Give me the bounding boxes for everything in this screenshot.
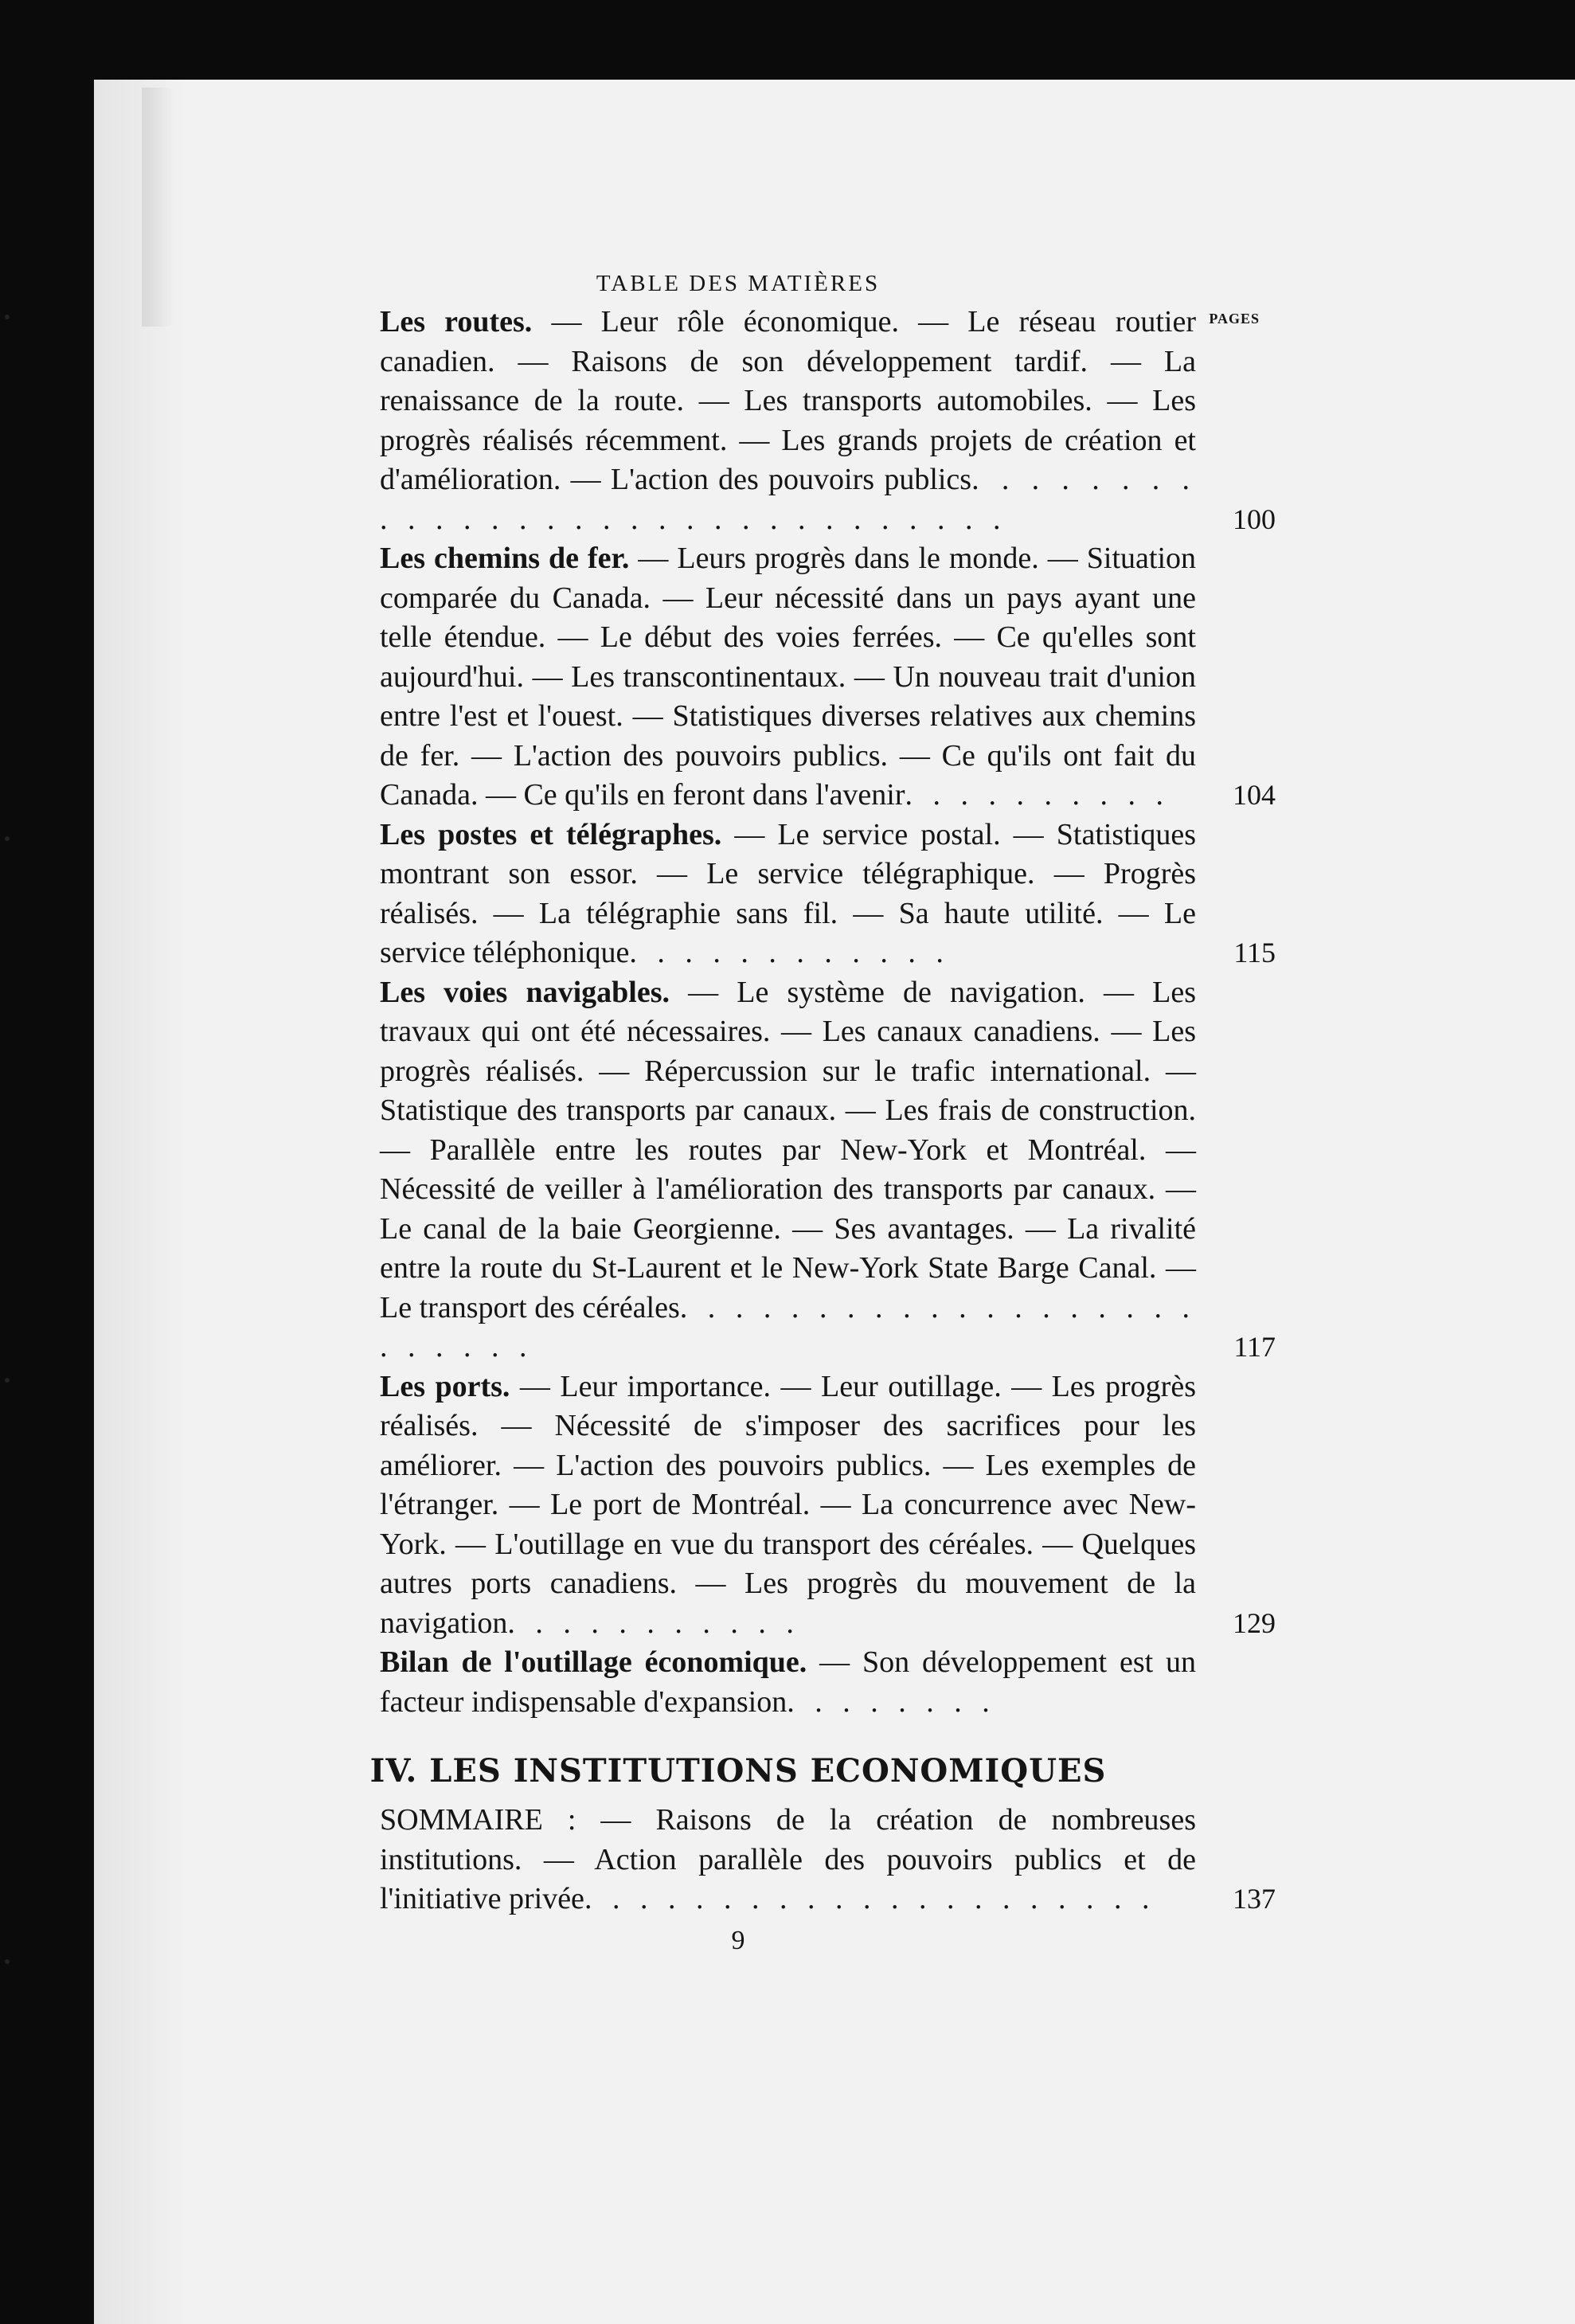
- folio-page-number: 9: [731, 1925, 745, 1955]
- entry-title: Les postes et télégraphes.: [380, 817, 722, 851]
- entry-text: — Le service postal. — Statistiques montrant son essor. — Le service télégraphique. — Progrès réalisés. — La télégraphie sans fil. — Sa haute utilité. — Le service téléphonique: [380, 817, 1196, 969]
- entry-title: Les voies navigables.: [380, 975, 670, 1009]
- toc-entry: [280, 816, 1276, 973]
- page-number: 117: [1233, 1331, 1276, 1363]
- dot-leader: . . . . . . . . . . . . . . . . . . . . . . . . . . . . . . .: [380, 463, 1197, 536]
- dot-leader: . . . . . . . . . . .: [507, 1606, 800, 1640]
- section-summary: [280, 1801, 1276, 1919]
- entry-title: Les ports.: [380, 1369, 510, 1403]
- scan-artifact: [5, 1959, 10, 1964]
- dot-leader: . . . . . . . . . .: [905, 778, 1171, 812]
- page-number: 100: [1233, 503, 1276, 535]
- entry-title: Bilan de l'outillage économique.: [380, 1645, 807, 1679]
- page-number: 104: [1233, 779, 1276, 811]
- dot-leader: . . . . . . . . . . . . . . . . . . . . . . . . .: [380, 1290, 1196, 1363]
- entry-title: Les routes.: [380, 305, 533, 338]
- entry-text: — Leur importance. — Leur outillage. — Les progrès réalisés. — Nécessité de s'imposer des sacrifices pour les améliorer. — L'action des pouvoirs publics. — Les exemples de l'étranger. — Le port de Montréal. — La concurrence avec New-York. — L'outillage en vue du transport des céréales. — Quelques autres ports canadiens. — Les progrès du mouvement de la navigation: [380, 1369, 1196, 1640]
- table-of-contents: [280, 271, 1276, 1956]
- entry-title: Les chemins de fer.: [380, 542, 630, 575]
- running-head: TABLE DES MATIÈRES: [596, 271, 881, 296]
- scan-artifact: [5, 836, 10, 841]
- entry-text: — Le système de navigation. — Les travaux qui ont été nécessaires. — Les canaux canadiens. — Les progrès réalisés. — Répercussion sur le trafic international. — Statistique des transports par canaux. — Les frais de construction. — Parallèle entre les routes par New-York et Montréal. — Nécessité de veiller à l'amélioration des transports par canaux. — Le canal de la baie Georgienne. — Ses avantages. — La rivalité entre la route du St-Laurent et le New-York State Barge Canal. — Le transport des céréales: [380, 975, 1197, 1324]
- page-number: 129: [1233, 1606, 1276, 1639]
- toc-entry: [280, 1643, 1196, 1722]
- dot-leader: . . . . . . . .: [787, 1684, 996, 1719]
- page-gutter: [94, 80, 188, 2324]
- scan-artifact: [5, 1378, 10, 1383]
- entry-text: — Leurs progrès dans le monde. — Situation comparée du Canada. — Leur nécessité dans un pays ayant une telle étendue. — Le début des voies ferrées. — Ce qu'elles sont aujourd'hui. — Les transcontinentaux. — Un nouveau trait d'union entre l'est et l'ouest. — Statistiques diverses relatives aux chemins de fer. — L'action des pouvoirs publics. — Ce qu'ils ont fait du Canada. — Ce qu'ils en feront dans l'avenir: [380, 542, 1196, 812]
- entry-text: — Son développement est un facteur indispensable d'expansion: [380, 1645, 1197, 1719]
- binding-shadow: [142, 88, 174, 327]
- page-number: 115: [1233, 937, 1276, 968]
- toc-entry: [280, 973, 1276, 1367]
- entry-text: — Leur rôle économique. — Le réseau routier canadien. — Raisons de son développement tardif. — La renaissance de la route. — Les transports automobiles. — Les progrès réalisés récemment. — Les grands projets de création et d'amélioration. — L'action des pouvoirs publics: [380, 305, 1197, 496]
- summary-label: SOMMAIRE :: [380, 1803, 576, 1837]
- pages-column-label: PAGES: [1209, 311, 1260, 327]
- dot-leader: . . . . . . . . . . . . . . . . . . . . .: [584, 1882, 1156, 1915]
- dot-leader: . . . . . . . . . . . .: [629, 936, 950, 969]
- toc-entry: [280, 1367, 1276, 1644]
- summary-text: — Raisons de la création de nombreuses institutions. — Action parallèle des pouvoirs publics et de l'initiative privée: [380, 1803, 1197, 1915]
- scan-artifact: [5, 315, 10, 319]
- page-number: 137: [1233, 1883, 1276, 1915]
- toc-entry: [280, 539, 1276, 816]
- section-heading: IV. LES INSTITUTIONS ECONOMIQUES: [369, 1752, 1107, 1790]
